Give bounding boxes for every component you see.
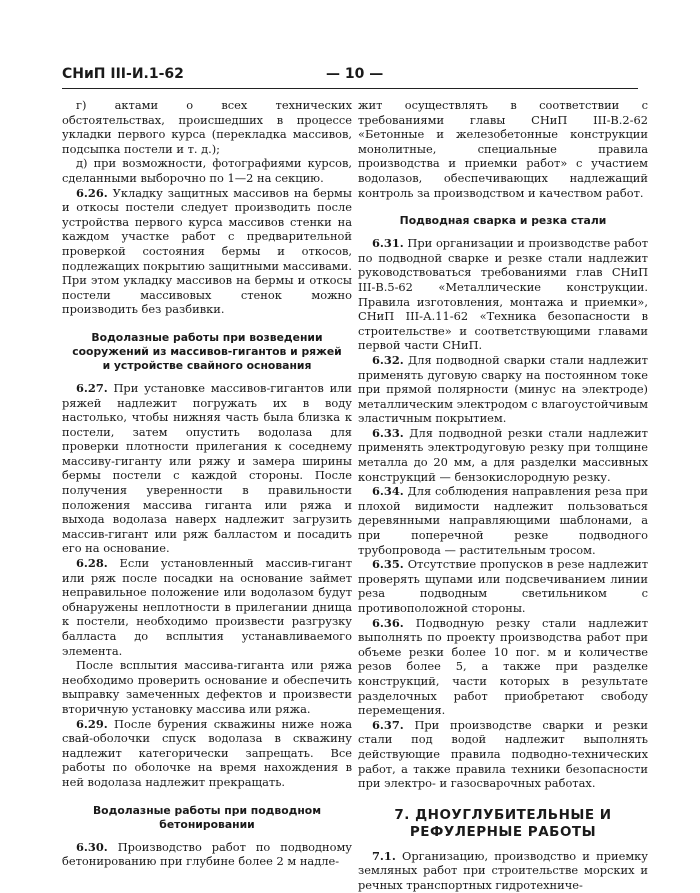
paragraph — [62, 186, 352, 317]
clause-text: Организацию, производство и приемку земляных работ при строительстве морских и речных транспортных гидротехниче- — [358, 848, 648, 892]
paragraph: г) актами о всех технических обстоятельствах, происшедших в процессе укладки первого курса (перекладка массивов, подсыпка постели и т. д.); — [62, 98, 352, 156]
paragraph — [358, 426, 648, 484]
clause-text: Если установленный массив-гигант или ряж после посадки на основание займет неправильное положение или водолазом будут обнаружены неплотности в прилегании днища к постели, необходимо произвести разгрузку балласта до всплытия устанавливаемого элемента. — [62, 556, 352, 658]
clause-number: 6.32. — [372, 352, 404, 367]
right-column — [358, 98, 648, 893]
page-header — [62, 66, 638, 89]
paragraph — [358, 353, 648, 426]
paragraph: После всплытия массива-гиганта или ряжа необходимо проверить основание и обеспечить выправку замеченных дефектов и произвести вторичную установку массива или ряжа. — [62, 658, 352, 716]
paragraph — [358, 849, 648, 893]
subsection-heading: Подводная сварка и резка стали — [399, 214, 607, 228]
clause-text: Для подводной сварки стали надлежит применять дуговую сварку на постоянном токе при прямой полярности (минус на электроде) металлическим электродом с влагоустойчивым эластичным покрытием. — [358, 352, 648, 426]
paragraph: жит осуществлять в соответствии с требованиями главы СНиП III-В.2-62 «Бетонные и железобетонные конструкции монолитные, специальные правила производства и приемки работ» с участием водолазов, обеспечивающих надлежащий контроль за производством и качеством работ. — [358, 98, 648, 200]
left-column — [62, 98, 352, 869]
clause-number: 6.30. — [76, 839, 108, 854]
paragraph — [358, 718, 648, 791]
document-code: СНиП III-И.1-62 — [62, 66, 184, 82]
clause-number: 6.37. — [372, 717, 404, 732]
paragraph — [358, 616, 648, 718]
clause-text: При производстве сварки и резки стали под водой надлежит выполнять действующие правила подводно-технических работ, а также правила техники безопасности при электро- и газосварочных работах. — [358, 717, 648, 791]
paragraph: д) при возможности, фотографиями курсов, сделанными выборочно по 1—2 на секцию. — [62, 156, 352, 185]
subsection-heading: Водолазные работы при подводном бетонировании — [92, 803, 322, 831]
clause-text: При установке массивов-гигантов или ряжей надлежит погружать их в воду настолько, чтобы нижняя часть была близка к постели, затем опустить водолаза для проверки плотности прилегания к соседнему массиву-гиганту или ряжу и замера ширины бермы постели с каждой стороны. После получения уверенности в правильности положения массива гиганта или ряжа и выхода водолаза наверх надлежит загрузить массив-гигант или ряж балластом и посадить его на основание. — [62, 380, 352, 556]
clause-number: 7.1. — [372, 848, 396, 863]
clause-number: 6.28. — [76, 556, 108, 571]
paragraph — [62, 717, 352, 790]
clause-text: Для подводной резки стали надлежит применять электродуговую резку при толщине металла до 20 мм, а для разделки массивных конструкций — бензокислородную резку. — [358, 425, 648, 484]
clause-text: Подводную резку стали надлежит выполнять по проекту производства работ при объеме резки более 10 пог. м и количестве резов более 5, а также при разделке конструкций, части которых в результате разделочных работ приобретают свободу перемещения. — [358, 615, 648, 718]
section-heading: 7. ДНОУГЛУБИТЕЛЬНЫЕ И РЕФУЛЕРНЫЕ РАБОТЫ — [394, 806, 612, 840]
clause-text: Укладку защитных массивов на бермы и откосы постели следует производить после устройства первого курса массивов стенки на каждом участке работ с предварительной проверкой состояния бермы и откосов, подлежащих покрытию защитными массивами. При этом укладку массивов на бермы и откосы постели массивовых стенок можно производить без разбивки. — [62, 185, 352, 317]
clause-number: 6.31. — [372, 236, 404, 251]
clause-text: Для соблюдения направления реза при плохой видимости надлежит пользоваться деревянными направляющими шаблонами, а при поперечной резке подводного трубопровода — растительным тросом. — [358, 484, 648, 557]
clause-number: 6.33. — [372, 425, 404, 440]
paragraph — [62, 381, 352, 556]
clause-text: Отсутствие пропусков в резе надлежит проверять щупами или подсвечиванием линии реза подводным светильником с противоположной стороны. — [358, 557, 648, 615]
clause-text: После бурения скважины ниже ножа свай-оболочки спуск водолаза в скважину надлежит категорически запрещать. Все работы по оболочке на время нахождения в ней водолаза надлежит прекращать. — [62, 716, 352, 789]
page-number: — 10 — — [326, 66, 384, 82]
clause-number: 6.27. — [76, 380, 108, 395]
clause-text: Производство работ по подводному бетонированию при глубине более 2 м надле- — [62, 839, 353, 869]
clause-number: 6.29. — [76, 716, 108, 731]
paragraph — [62, 556, 352, 658]
clause-text: При организации и производстве работ по подводной сварке и резке стали надлежит руководствоваться требованиями глав СНиП III-В.5-62 «Металлические конструкции. Правила изготовления, монтажа и приемки», СНиП III-А.11-62 «Техника безопасности в строительстве» и соответствующими главами первой части СНиП. — [358, 236, 648, 353]
paragraph — [62, 840, 352, 869]
subsection-heading: Водолазные работы при возведении сооружений из массивов-гигантов и ряжей и устройстве свайного основания — [72, 330, 342, 372]
clause-number: 6.26. — [76, 185, 108, 200]
clause-number: 6.34. — [372, 484, 404, 499]
clause-number: 6.35. — [372, 557, 404, 572]
paragraph — [358, 557, 648, 615]
paragraph — [358, 236, 648, 353]
clause-number: 6.36. — [372, 615, 404, 630]
paragraph — [358, 484, 648, 557]
